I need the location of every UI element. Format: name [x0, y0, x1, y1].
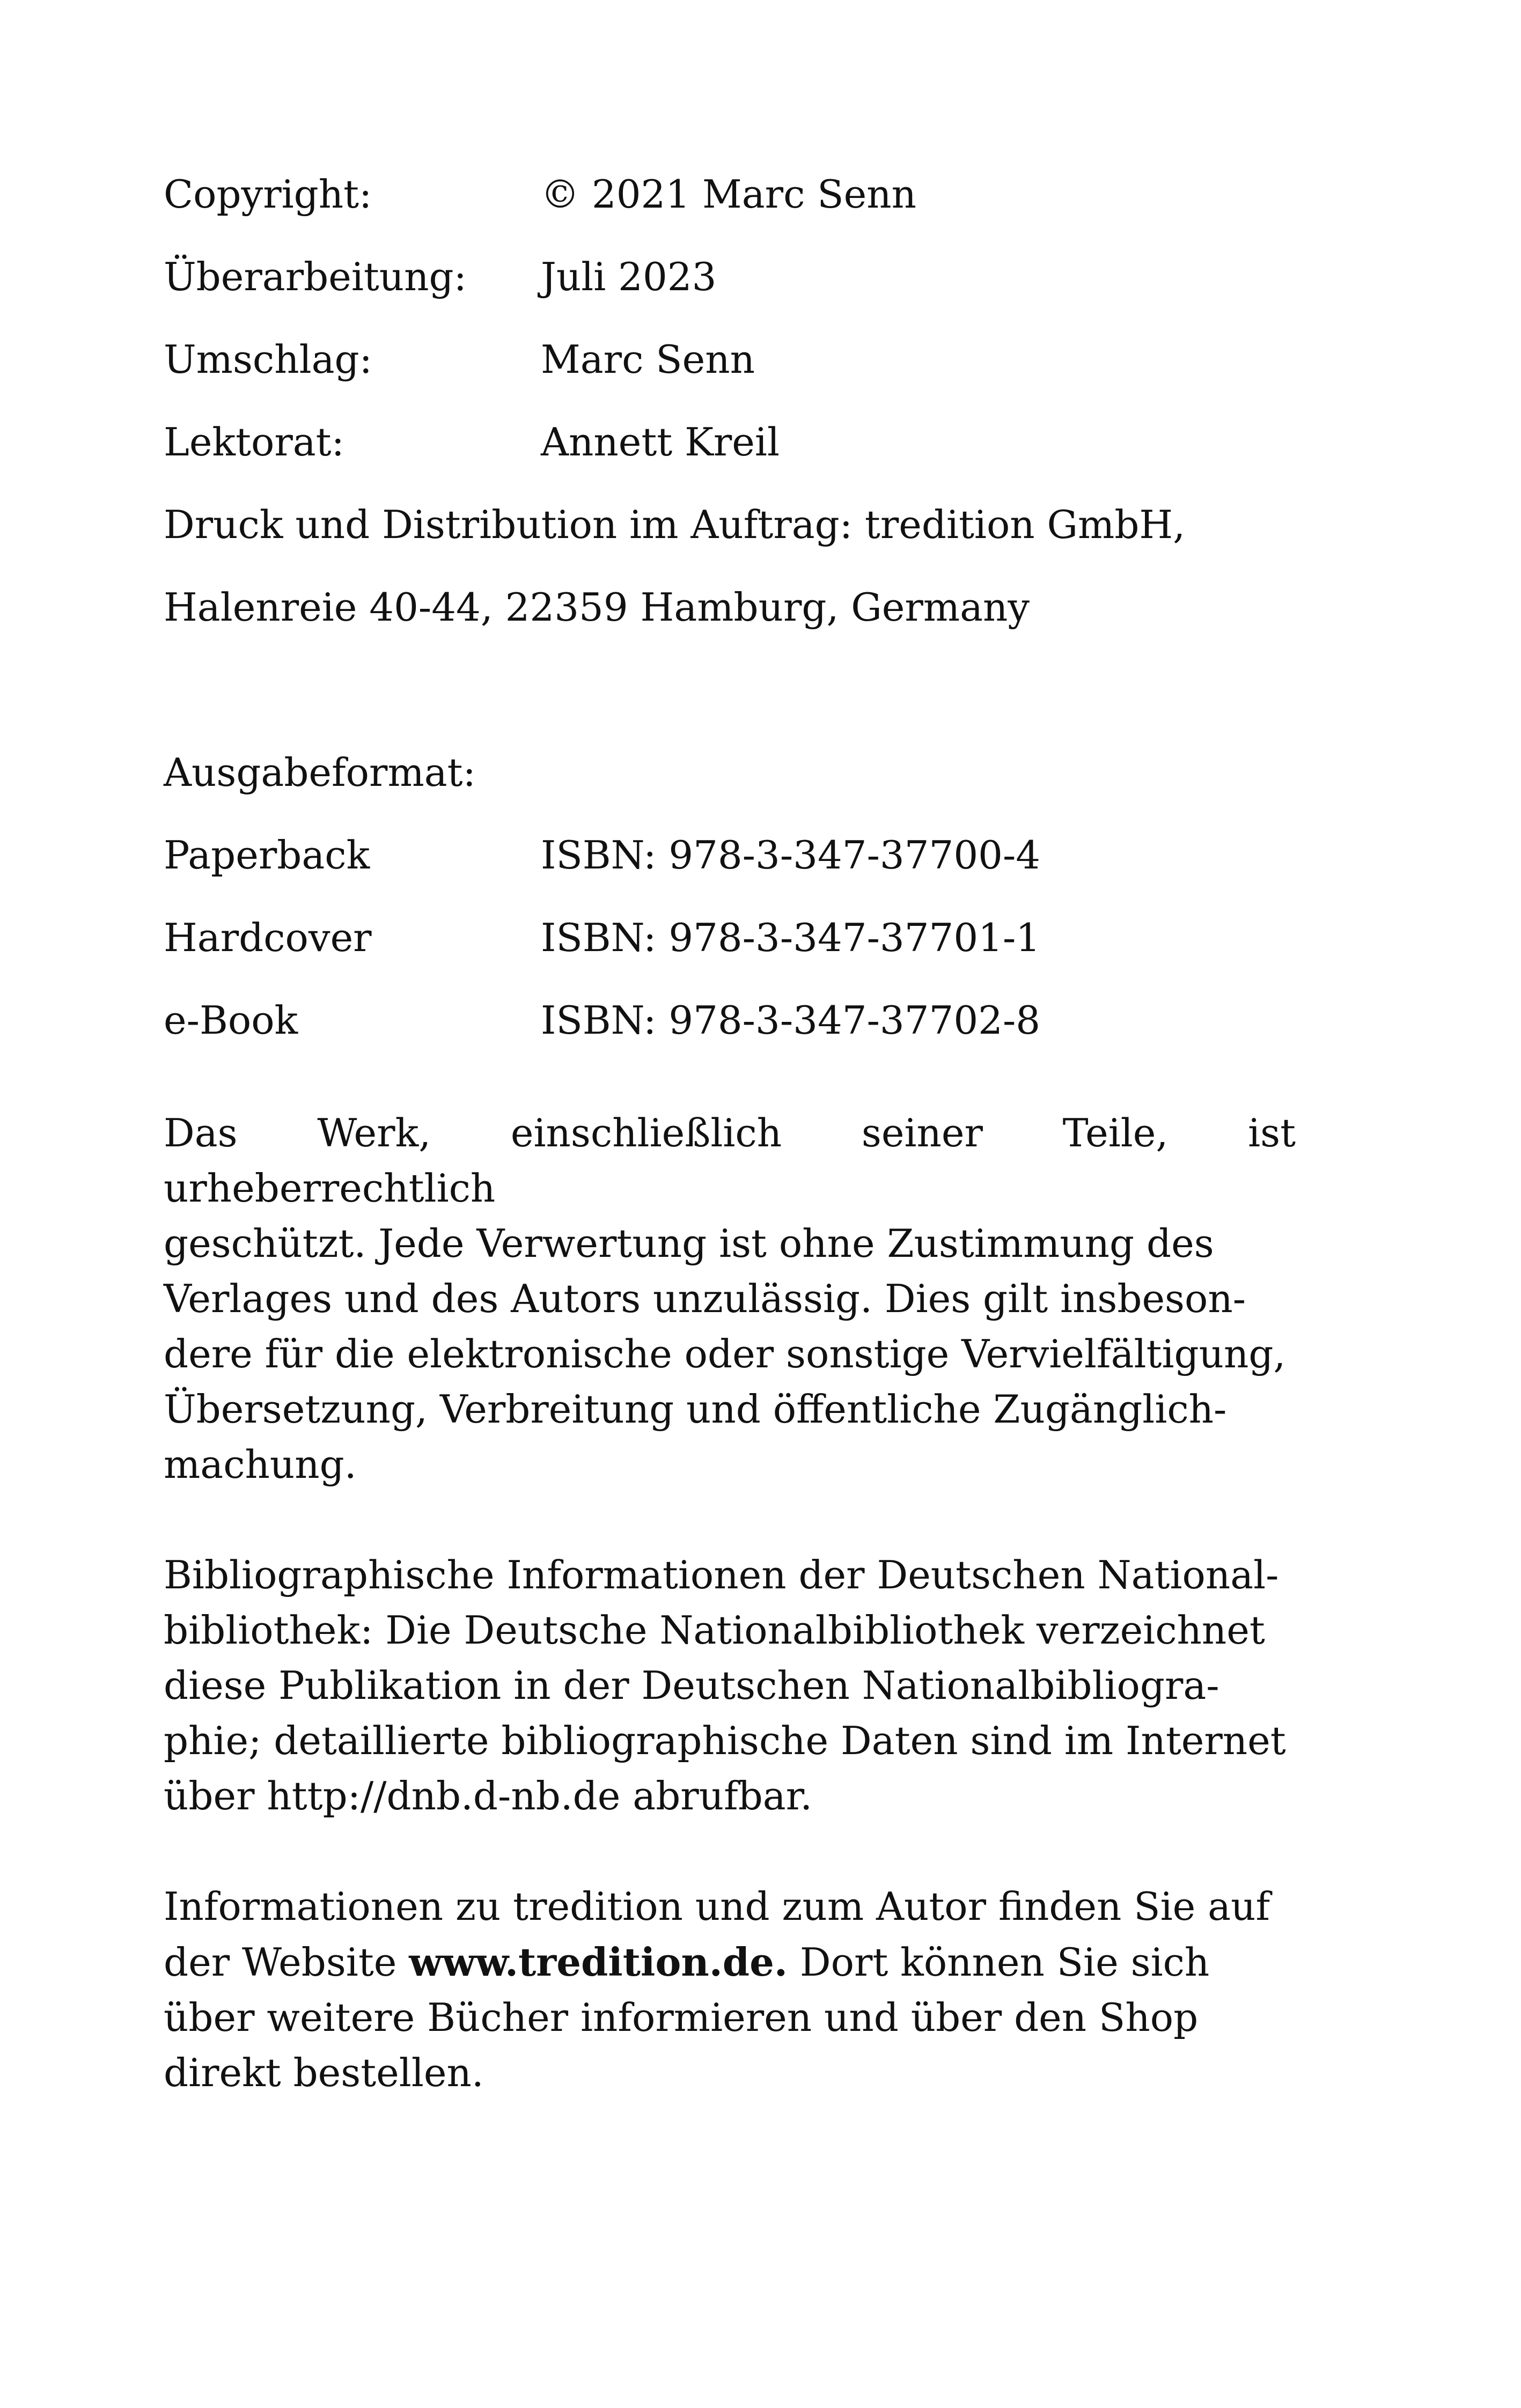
copyright-notice-paragraph: Das Werk, einschließlich seiner Teile, ist urheberrechtlich geschützt. Jede Verwertung ist ohne Zustimmung des Verlages und des Autors unzulässig. Dies gilt insbeson- dere für die elektronische oder sonstige Vervielfältigung, Übersetzung, Verbreitung und öffentliche Zugänglich- machung. [164, 1110, 1296, 1487]
print-distribution-line-1: Druck und Distribution im Auftrag: tredition GmbH, [164, 502, 1186, 547]
paragraph-spacer [164, 1492, 1296, 1548]
format-type: Paperback [164, 833, 370, 878]
formats-heading: Ausgabeformat: [164, 750, 476, 795]
format-type: e-Book [164, 998, 298, 1043]
revision-row [164, 235, 1296, 318]
copyright-value: © 2021 Marc Senn [541, 172, 916, 217]
format-row-hardcover [164, 896, 1296, 979]
bibliographic-notice-paragraph: Bibliographische Informationen der Deutschen National- bibliothek: Die Deutsche Nationalbibliothek verzeichnet diese Publikation in der Deutschen Nationalbibliogra- phie; detaillierte bibliographische Daten sind im Internet über http://dnb.d-nb.de abrufbar. [164, 1552, 1286, 1818]
revision-label: Überarbeitung: [164, 254, 467, 299]
format-row-ebook [164, 979, 1296, 1062]
copyright-label: Copyright: [164, 172, 372, 217]
print-distribution-line-2: Halenreie 40-44, 22359 Hamburg, Germany [164, 585, 1030, 630]
imprint-content [164, 153, 1296, 2101]
cover-label: Umschlag: [164, 337, 372, 382]
copyright-row [164, 153, 1296, 235]
format-row-paperback [164, 814, 1296, 896]
format-isbn: ISBN: 978-3-347-37700-4 [541, 833, 1041, 878]
section-spacer [164, 649, 1296, 731]
paragraph-spacer [164, 1824, 1296, 1879]
cover-row [164, 318, 1296, 401]
publisher-info-prefix: Informationen zu tredition und zum Autor finden Sie auf der Website [164, 1884, 1270, 1985]
publisher-website-link[interactable]: www.tredition.de. [409, 1939, 788, 1985]
cover-value: Marc Senn [541, 337, 755, 382]
revision-value: Juli 2023 [541, 254, 717, 299]
format-isbn: ISBN: 978-3-347-37701-1 [541, 915, 1041, 960]
format-isbn: ISBN: 978-3-347-37702-8 [541, 998, 1041, 1043]
publisher-info-paragraph [164, 1879, 1296, 2101]
editing-row [164, 401, 1296, 483]
format-type: Hardcover [164, 915, 372, 960]
editing-label: Lektorat: [164, 419, 344, 465]
publisher-info-suffix: Dort können Sie sich über weitere Bücher informieren und über den Shop direkt bestellen. [164, 1940, 1210, 2095]
section-spacer [164, 1062, 1296, 1106]
editing-value: Annett Kreil [541, 419, 780, 465]
